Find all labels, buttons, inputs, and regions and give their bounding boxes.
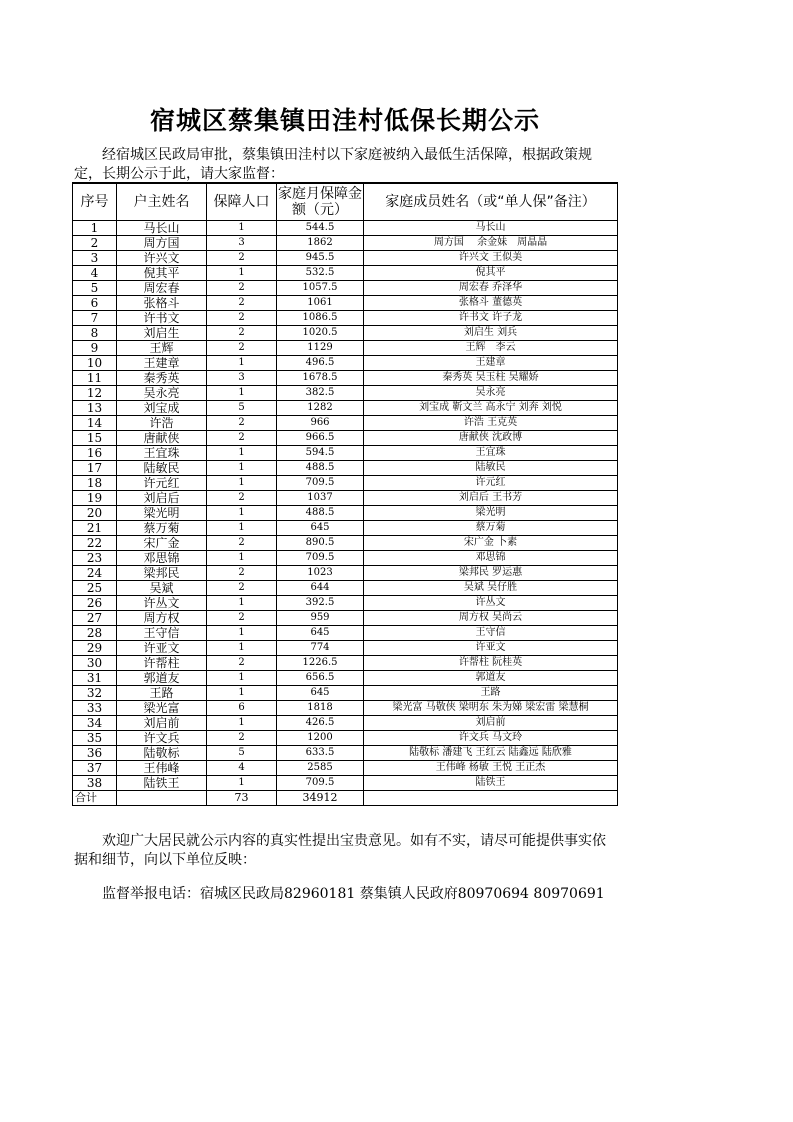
row-amount: 645 [277, 521, 364, 536]
table-row [73, 566, 618, 581]
table-row [73, 491, 618, 506]
total-members-cell [364, 791, 618, 806]
row-index: 33 [73, 701, 117, 716]
row-amount: 890.5 [277, 536, 364, 551]
row-people: 1 [207, 776, 277, 791]
row-members: 许文兵 马文玲 [364, 731, 618, 746]
row-members: 许丛文 [364, 596, 618, 611]
row-head-name: 郭道友 [117, 671, 207, 686]
row-index: 34 [73, 716, 117, 731]
total-head-cell [117, 791, 207, 806]
row-members: 王辉 李云 [364, 341, 618, 356]
row-amount: 644 [277, 581, 364, 596]
row-people: 2 [207, 416, 277, 431]
row-head-name: 倪其平 [117, 266, 207, 281]
row-members: 吴斌 吴仔胜 [364, 581, 618, 596]
page-title: 宿城区蔡集镇田洼村低保长期公示 [149, 106, 540, 135]
table-row [73, 251, 618, 266]
row-people: 2 [207, 326, 277, 341]
row-head-name: 刘启前 [117, 716, 207, 731]
row-amount: 774 [277, 641, 364, 656]
row-amount: 959 [277, 611, 364, 626]
row-index: 27 [73, 611, 117, 626]
table-row [73, 326, 618, 341]
row-members: 许兴文 王似美 [364, 251, 618, 266]
row-index: 11 [73, 371, 117, 386]
subsidy-table [72, 182, 618, 806]
row-people: 2 [207, 281, 277, 296]
table-header-row [73, 183, 618, 221]
table-row [73, 401, 618, 416]
row-members: 周方权 吴尚云 [364, 611, 618, 626]
row-index: 32 [73, 686, 117, 701]
row-head-name: 王辉 [117, 341, 207, 356]
table-row [73, 341, 618, 356]
row-index: 9 [73, 341, 117, 356]
row-members: 周宏春 乔泽华 [364, 281, 618, 296]
row-head-name: 陆敏民 [117, 461, 207, 476]
row-index: 14 [73, 416, 117, 431]
row-amount: 966.5 [277, 431, 364, 446]
table-row [73, 716, 618, 731]
row-members: 王守信 [364, 626, 618, 641]
table-row [73, 446, 618, 461]
row-amount: 1037 [277, 491, 364, 506]
row-amount: 426.5 [277, 716, 364, 731]
row-people: 1 [207, 596, 277, 611]
row-members: 倪其平 [364, 266, 618, 281]
row-head-name: 宋广金 [117, 536, 207, 551]
row-amount: 656.5 [277, 671, 364, 686]
row-head-name: 王守信 [117, 626, 207, 641]
row-people: 2 [207, 656, 277, 671]
table-row [73, 671, 618, 686]
row-head-name: 吴永亮 [117, 386, 207, 401]
row-index: 2 [73, 236, 117, 251]
row-head-name: 梁光富 [117, 701, 207, 716]
table-row [73, 731, 618, 746]
table-row [73, 506, 618, 521]
row-index: 24 [73, 566, 117, 581]
row-amount: 544.5 [277, 221, 364, 236]
row-members: 吴永亮 [364, 386, 618, 401]
row-index: 4 [73, 266, 117, 281]
row-amount: 488.5 [277, 461, 364, 476]
row-amount: 1061 [277, 296, 364, 311]
row-members: 陆铁王 [364, 776, 618, 791]
row-head-name: 王建章 [117, 356, 207, 371]
row-people: 5 [207, 746, 277, 761]
row-index: 13 [73, 401, 117, 416]
row-people: 1 [207, 551, 277, 566]
row-members: 梁光明 [364, 506, 618, 521]
row-amount: 1023 [277, 566, 364, 581]
row-index: 36 [73, 746, 117, 761]
table-row [73, 521, 618, 536]
table-row [73, 236, 618, 251]
row-head-name: 王伟峰 [117, 761, 207, 776]
row-head-name: 许浩 [117, 416, 207, 431]
row-index: 31 [73, 671, 117, 686]
row-people: 1 [207, 356, 277, 371]
row-people: 2 [207, 491, 277, 506]
row-people: 2 [207, 296, 277, 311]
table-row [73, 311, 618, 326]
row-people: 1 [207, 461, 277, 476]
row-index: 16 [73, 446, 117, 461]
table-row [73, 701, 618, 716]
row-head-name: 梁邦民 [117, 566, 207, 581]
row-people: 1 [207, 386, 277, 401]
row-people: 2 [207, 251, 277, 266]
row-members: 陆敏民 [364, 461, 618, 476]
row-members: 许亚文 [364, 641, 618, 656]
table-row [73, 296, 618, 311]
total-amount: 34912 [277, 791, 364, 806]
row-head-name: 许书文 [117, 311, 207, 326]
row-amount: 945.5 [277, 251, 364, 266]
row-head-name: 周宏春 [117, 281, 207, 296]
row-people: 3 [207, 236, 277, 251]
row-members: 宋广金 卜素 [364, 536, 618, 551]
row-head-name: 马长山 [117, 221, 207, 236]
row-head-name: 王宜珠 [117, 446, 207, 461]
row-people: 1 [207, 506, 277, 521]
table-row [73, 776, 618, 791]
table-row [73, 641, 618, 656]
row-members: 梁光富 马敬侠 梁明东 朱为娣 梁宏雷 梁慧桐 [364, 701, 618, 716]
row-amount: 1818 [277, 701, 364, 716]
row-people: 1 [207, 716, 277, 731]
row-index: 26 [73, 596, 117, 611]
row-amount: 1057.5 [277, 281, 364, 296]
row-members: 王建章 [364, 356, 618, 371]
row-index: 37 [73, 761, 117, 776]
table-row [73, 221, 618, 236]
total-label: 合计 [73, 791, 117, 806]
table-row [73, 431, 618, 446]
row-members: 许书文 许子龙 [364, 311, 618, 326]
row-members: 王路 [364, 686, 618, 701]
header-head-name: 户主姓名 [117, 183, 207, 221]
row-people: 1 [207, 221, 277, 236]
row-index: 30 [73, 656, 117, 671]
report-hotline: 监督举报电话：宿城区民政局82960181 蔡集镇人民政府80970694 80970691 [102, 886, 605, 902]
row-people: 2 [207, 311, 277, 326]
intro-text: 经宿城区民政局审批，蔡集镇田洼村以下家庭被纳入最低生活保障，根据政策规定，长期公示于此，请大家监督： [74, 147, 592, 182]
row-head-name: 许帮柱 [117, 656, 207, 671]
row-head-name: 许兴文 [117, 251, 207, 266]
total-people: 73 [207, 791, 277, 806]
row-people: 2 [207, 431, 277, 446]
table-row [73, 476, 618, 491]
row-amount: 1129 [277, 341, 364, 356]
row-people: 1 [207, 446, 277, 461]
row-members: 刘启前 [364, 716, 618, 731]
row-index: 35 [73, 731, 117, 746]
row-index: 6 [73, 296, 117, 311]
row-amount: 2585 [277, 761, 364, 776]
row-head-name: 许文兵 [117, 731, 207, 746]
row-head-name: 陆铁王 [117, 776, 207, 791]
table-row [73, 626, 618, 641]
row-members: 蔡万菊 [364, 521, 618, 536]
row-head-name: 许元红 [117, 476, 207, 491]
table-row [73, 611, 618, 626]
row-head-name: 周方国 [117, 236, 207, 251]
row-people: 2 [207, 611, 277, 626]
row-index: 23 [73, 551, 117, 566]
row-head-name: 邓思锦 [117, 551, 207, 566]
row-members: 马长山 [364, 221, 618, 236]
row-index: 21 [73, 521, 117, 536]
table-row [73, 686, 618, 701]
row-head-name: 刘启后 [117, 491, 207, 506]
row-index: 8 [73, 326, 117, 341]
row-head-name: 许亚文 [117, 641, 207, 656]
table-row [73, 536, 618, 551]
header-index: 序号 [73, 183, 117, 221]
row-members: 刘启生 刘兵 [364, 326, 618, 341]
row-amount: 709.5 [277, 551, 364, 566]
row-amount: 532.5 [277, 266, 364, 281]
total-row [73, 791, 618, 806]
row-people: 1 [207, 521, 277, 536]
row-amount: 1678.5 [277, 371, 364, 386]
table-row [73, 371, 618, 386]
row-head-name: 许丛文 [117, 596, 207, 611]
row-members: 许帮柱 阮桂英 [364, 656, 618, 671]
row-people: 1 [207, 641, 277, 656]
row-index: 12 [73, 386, 117, 401]
row-people: 5 [207, 401, 277, 416]
row-head-name: 梁光明 [117, 506, 207, 521]
row-amount: 496.5 [277, 356, 364, 371]
header-people: 保障人口 [207, 183, 277, 221]
row-head-name: 周方权 [117, 611, 207, 626]
row-index: 28 [73, 626, 117, 641]
row-members: 梁邦民 罗运惠 [364, 566, 618, 581]
row-members: 陆敬标 潘建飞 王红云 陆鑫远 陆欣雅 [364, 746, 618, 761]
table-row [73, 761, 618, 776]
row-index: 19 [73, 491, 117, 506]
row-members: 郭道友 [364, 671, 618, 686]
row-head-name: 陆敬标 [117, 746, 207, 761]
row-amount: 1020.5 [277, 326, 364, 341]
table-row [73, 356, 618, 371]
row-index: 20 [73, 506, 117, 521]
table-row [73, 596, 618, 611]
row-members: 周方国 余金妹 周晶晶 [364, 236, 618, 251]
row-index: 15 [73, 431, 117, 446]
row-amount: 1862 [277, 236, 364, 251]
row-members: 刘宝成 靳文兰 高永宁 刘奔 刘悦 [364, 401, 618, 416]
row-amount: 1282 [277, 401, 364, 416]
row-index: 3 [73, 251, 117, 266]
row-people: 2 [207, 341, 277, 356]
header-amount: 家庭月保障金额（元） [277, 183, 364, 221]
table-row [73, 266, 618, 281]
row-index: 10 [73, 356, 117, 371]
row-amount: 382.5 [277, 386, 364, 401]
row-head-name: 秦秀英 [117, 371, 207, 386]
row-head-name: 张格斗 [117, 296, 207, 311]
row-index: 17 [73, 461, 117, 476]
table-row [73, 656, 618, 671]
row-members: 许元红 [364, 476, 618, 491]
row-index: 25 [73, 581, 117, 596]
row-amount: 645 [277, 626, 364, 641]
row-amount: 1086.5 [277, 311, 364, 326]
row-members: 张格斗 董德英 [364, 296, 618, 311]
outro-text: 欢迎广大居民就公示内容的真实性提出宝贵意见。如有不实，请尽可能提供事实依据和细节，向以下单位反映： [74, 833, 606, 868]
row-head-name: 蔡万菊 [117, 521, 207, 536]
row-index: 18 [73, 476, 117, 491]
row-people: 1 [207, 626, 277, 641]
outro-paragraph [74, 832, 619, 870]
row-people: 2 [207, 731, 277, 746]
row-head-name: 唐献侠 [117, 431, 207, 446]
row-head-name: 王路 [117, 686, 207, 701]
row-head-name: 刘宝成 [117, 401, 207, 416]
row-index: 22 [73, 536, 117, 551]
row-amount: 645 [277, 686, 364, 701]
row-index: 38 [73, 776, 117, 791]
row-index: 7 [73, 311, 117, 326]
row-amount: 488.5 [277, 506, 364, 521]
row-head-name: 刘启生 [117, 326, 207, 341]
table-row [73, 461, 618, 476]
table-row [73, 746, 618, 761]
row-amount: 392.5 [277, 596, 364, 611]
row-index: 1 [73, 221, 117, 236]
row-amount: 1226.5 [277, 656, 364, 671]
row-members: 许浩 王克英 [364, 416, 618, 431]
table-row [73, 281, 618, 296]
row-index: 29 [73, 641, 117, 656]
row-people: 3 [207, 371, 277, 386]
row-members: 王伟峰 杨敏 王悦 王正杰 [364, 761, 618, 776]
row-members: 邓思锦 [364, 551, 618, 566]
row-amount: 709.5 [277, 476, 364, 491]
row-people: 2 [207, 566, 277, 581]
row-head-name: 吴斌 [117, 581, 207, 596]
row-people: 1 [207, 671, 277, 686]
row-members: 王宜珠 [364, 446, 618, 461]
row-amount: 966 [277, 416, 364, 431]
row-people: 2 [207, 536, 277, 551]
row-people: 1 [207, 686, 277, 701]
intro-paragraph [74, 146, 619, 184]
table-row [73, 416, 618, 431]
row-people: 2 [207, 581, 277, 596]
row-amount: 594.5 [277, 446, 364, 461]
row-people: 1 [207, 266, 277, 281]
row-members: 秦秀英 吴玉柱 吴耀娇 [364, 371, 618, 386]
row-index: 5 [73, 281, 117, 296]
row-amount: 709.5 [277, 776, 364, 791]
row-people: 1 [207, 476, 277, 491]
row-people: 4 [207, 761, 277, 776]
table-row [73, 386, 618, 401]
row-amount: 1200 [277, 731, 364, 746]
row-people: 6 [207, 701, 277, 716]
row-amount: 633.5 [277, 746, 364, 761]
header-members: 家庭成员姓名（或“单人保”备注） [364, 183, 618, 221]
table-row [73, 581, 618, 596]
table-row [73, 551, 618, 566]
row-members: 刘启后 王书芳 [364, 491, 618, 506]
row-members: 唐献侠 沈政博 [364, 431, 618, 446]
